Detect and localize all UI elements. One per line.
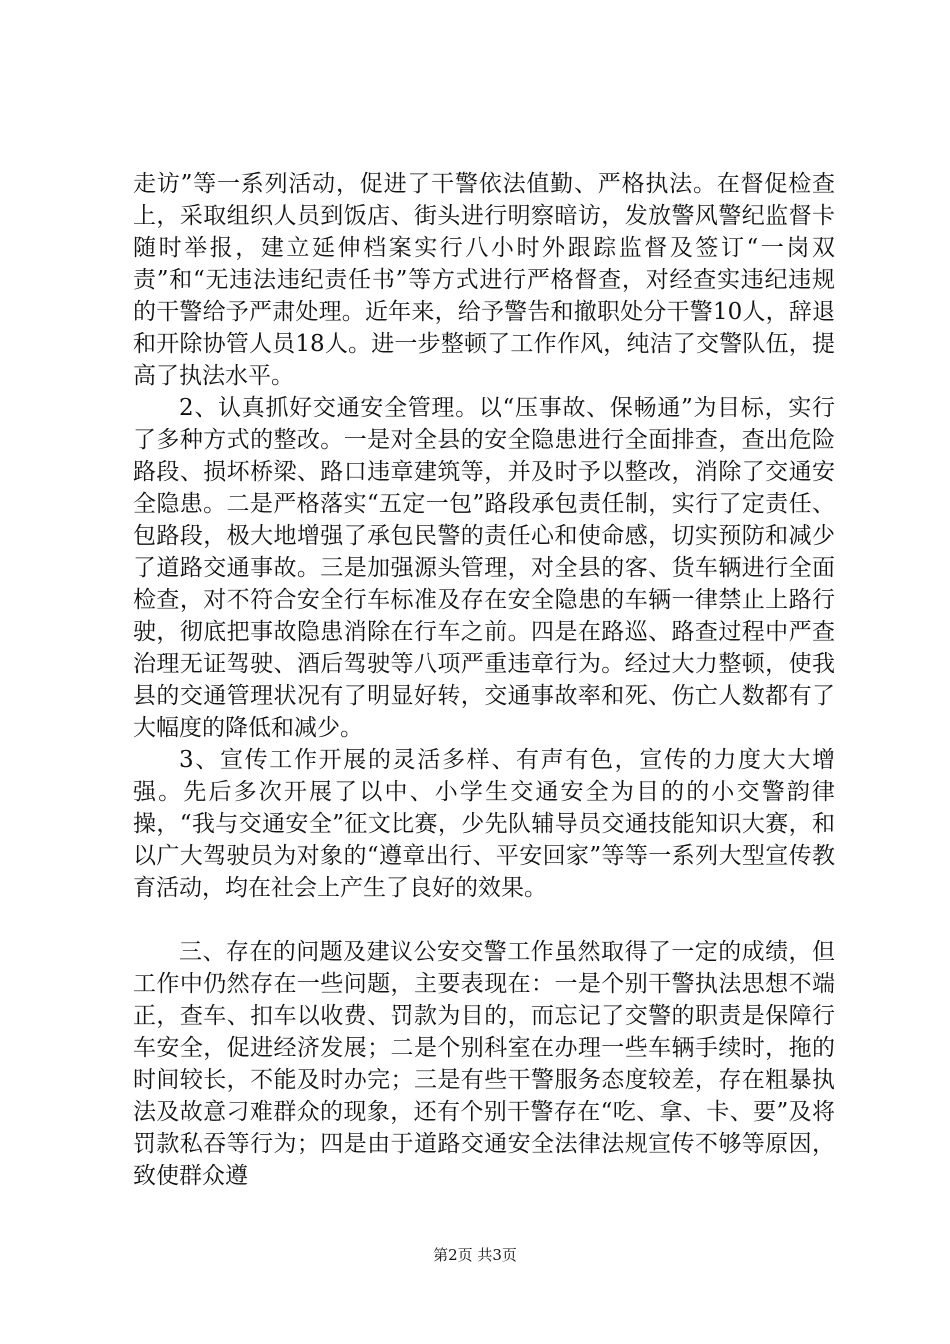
document-body	[133, 168, 835, 1192]
page-number-footer: 第2页 共3页	[433, 1246, 517, 1264]
paragraph-traffic-safety: 2、认真抓好交通安全管理。以“压事故、保畅通”为目标，实行了多种方式的整改。一是对全县的安全隐患进行全面排查，查出危险路段、损坏桥梁、路口违章建筑等，并及时予以整改，消除了交通安全隐患。二是严格落实“五定一包”路段承包责任制，实行了定责任、包路段，极大地增强了承包民警的责任心和使命感，切实预防和减少了道路交通事故。三是加强源头管理，对全县的客、货车辆进行全面检查，对不符合安全行车标准及存在安全隐患的车辆一律禁止上路行驶，彻底把事故隐患消除在行车之前。四是在路巡、路查过程中严查治理无证驾驶、酒后驾驶等八项严重违章行为。经过大力整顿，使我县的交通管理状况有了明显好转，交通事故率和死、伤亡人数都有了大幅度的降低和减少。	[133, 395, 835, 741]
paragraph-continuation: 走访”等一系列活动，促进了干警依法值勤、严格执法。在督促检查上，采取组织人员到饭店、街头进行明察暗访，发放警风警纪监督卡随时举报，建立延伸档案实行八小时外跟踪监督及签订“一岗双责”和“无违法违纪责任书”等方式进行严格督查，对经查实违纪违规的干警给予严肃处理。近年来，给予警告和撤职处分干警10人，辞退和开除协管人员18人。进一步整顿了工作作风，纯洁了交警队伍，提高了执法水平。	[133, 171, 835, 389]
paragraph-problems: 三、存在的问题及建议公安交警工作虽然取得了一定的成绩，但工作中仍然存在一些问题，主要表现在：一是个别干警执法思想不端正，查车、扣车以收费、罚款为目的，而忘记了交警的职责是保障行车安全，促进经济发展；二是个别科室在办理一些车辆手续时，拖的时间较长，不能及时办完；三是有些干警服务态度较差，存在粗暴执法及故意刁难群众的现象，还有个别干警存在“吃、拿、卡、要”及将罚款私吞等行为；四是由于道路交通安全法律法规宣传不够等原因，致使群众遵	[133, 939, 835, 1189]
paragraph-publicity: 3、宣传工作开展的灵活多样、有声有色，宣传的力度大大增强。先后多次开展了以中、小学生交通安全为目的的小交警韵律操，“我与交通安全”征文比赛，少先队辅导员交通技能知识大赛，和以广大驾驶员为对象的“遵章出行、平安回家”等等一系列大型宣传教育活动，均在社会上产生了良好的效果。	[133, 747, 835, 901]
